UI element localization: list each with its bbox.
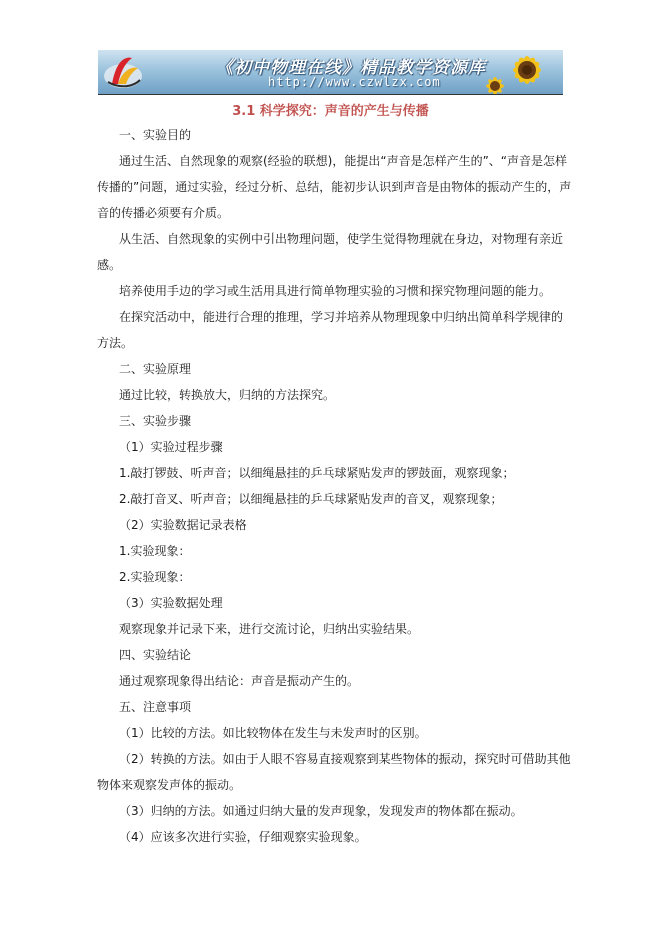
body-line: 物体来观察发声体的振动。 (97, 778, 242, 792)
sunflower-icon (481, 50, 561, 94)
body-line: 从生活、自然现象的实例中引出物理问题，使学生觉得物理就在身边，对物理有亲近 (119, 232, 564, 246)
body-line: （4）应该多次进行实验，仔细观察实验现象。 (119, 830, 367, 844)
section-heading: 四、实验结论 (119, 648, 192, 662)
banner-url: http://www.czwlzx.com (268, 75, 441, 89)
section-heading: 二、实验原理 (119, 362, 192, 376)
body-line: 方法。 (97, 336, 134, 350)
body-line: （2）转换的方法。如由于人眼不容易直接观察到某些物体的振动，探究时可借助其他 (119, 752, 571, 766)
header-rule (98, 94, 563, 95)
body-line: （3）归纳的方法。如通过归纳大量的发声现象，发现发声的物体都在振动。 (119, 804, 523, 818)
section-heading: 五、注意事项 (119, 700, 192, 714)
site-logo-icon (102, 52, 144, 92)
sub-heading: （2）实验数据记录表格 (119, 518, 247, 532)
body-line: 通过生活、自然现象的观察(经验的联想)，能提出“声音是怎样产生的”、“声音是怎样 (119, 154, 568, 168)
body-line: 通过观察现象得出结论：声音是振动产生的。 (119, 674, 360, 688)
body-line: 1.实验现象： (119, 544, 191, 558)
body-line: 观察现象并记录下来，进行交流讨论，归纳出实验结果。 (119, 622, 420, 636)
body-line: 2.实验现象： (119, 570, 191, 584)
header-banner (98, 50, 563, 94)
body-line: 通过比较，转换放大，归纳的方法探究。 (119, 388, 336, 402)
document-title: 3.1 科学探究：声音的产生与传播 (232, 104, 429, 119)
body-line: 2.敲打音叉、听声音；以细绳悬挂的乒乓球紧贴发声的音叉，观察现象； (119, 492, 503, 506)
body-line: （1）比较的方法。如比较物体在发生与未发声时的区别。 (119, 726, 427, 740)
body-line: 感。 (97, 258, 122, 272)
body-line: 培养使用手边的学习或生活用具进行简单物理实验的习惯和探究物理问题的能力。 (119, 284, 552, 298)
section-heading: 一、实验目的 (119, 128, 192, 142)
body-line: 在探究活动中，能进行合理的推理，学习并培养从物理现象中归纳出简单科学规律的 (119, 310, 564, 324)
sub-heading: （3）实验数据处理 (119, 596, 223, 610)
body-line: 音的传播必须要有介质。 (97, 206, 230, 220)
body-line: 传播的”问题，通过实验，经过分析、总结，能初步认识到声音是由物体的振动产生的，声 (97, 180, 572, 194)
body-line: 1.敲打锣鼓、听声音；以细绳悬挂的乒乓球紧贴发声的锣鼓面，观察现象； (119, 466, 515, 480)
section-heading: 三、实验步骤 (119, 414, 192, 428)
banner-title: 《初中物理在线》精品教学资源库 (216, 58, 486, 78)
document-body (97, 122, 572, 850)
sub-heading: （1）实验过程步骤 (119, 440, 223, 454)
